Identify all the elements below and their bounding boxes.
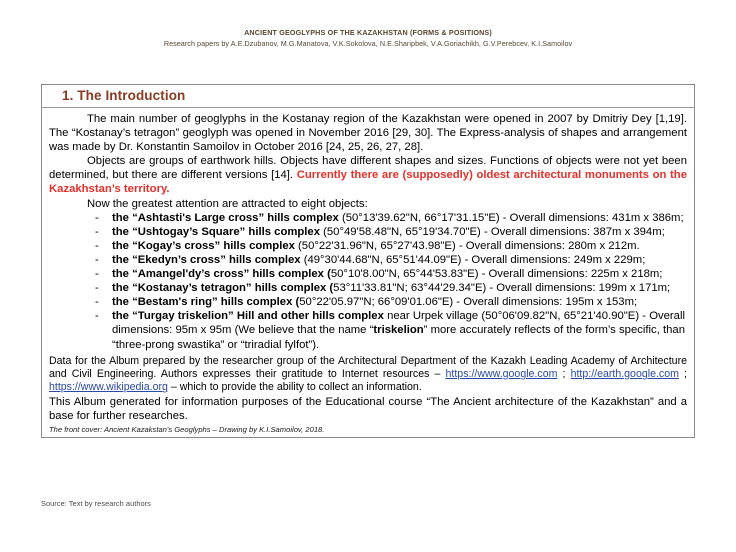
data-credits-paragraph — [49, 355, 687, 395]
list-item — [95, 239, 685, 253]
section-heading: 1. The Introduction — [42, 85, 694, 108]
footer-block — [42, 355, 694, 435]
list-dash: - — [95, 296, 99, 309]
list-dash: - — [95, 225, 99, 238]
paragraph-intro: The main number of geoglyphs in the Kostanay region of the Kazakhstan were opened in 2007 by Dmitriy Dey [1,19]. The “Kostanay’s tetragon” geoglyph was opened in November 2016 [29, 30]. The Express-analysis of shapes and arrangement was made by Dr. Konstantin Samoilov in October 2016 [24, 25, 26, 27, 28]. — [49, 113, 687, 154]
list-item — [95, 225, 685, 239]
red-emphasis-text: Currently there are (supposedly) oldest architectural monuments on the Kazakhstan’s territory. — [49, 169, 687, 196]
object-name: the “Ushtogay’s Square” hills complex — [112, 225, 320, 238]
object-name: the “Bestam's ring” hills complex ( — [112, 296, 300, 309]
list-item — [95, 309, 685, 351]
object-details: 50°22'05.97"N; 66°09'01.06"E) - Overall dimensions: 195m x 153m; — [299, 296, 638, 309]
object-details: (50°13'39.62"N, 66°17'31.15"E) - Overall dimensions: 431m x 386m; — [338, 211, 684, 224]
object-term-emphasis: triskelion — [373, 324, 424, 337]
object-details: 50°10'8.00"N, 65°44'53.83"E) - Overall dimensions: 225m x 218m; — [330, 268, 663, 281]
link-earth-google[interactable]: http://earth.google.com — [570, 368, 679, 380]
document-header — [0, 0, 736, 49]
link-google[interactable]: https://www.google.com — [445, 368, 558, 380]
authors-line: Research papers by A.E.Dzubanov, M.G.Manatova, V.K.Sokolova, N.E.Sharipbek, V.A.Goriachikh, G.V.Perebcev, K.I.Samoilov — [163, 39, 573, 48]
paragraph-objects-plain: Objects are groups of earthwork hills. Objects have different shapes and sizes. Functions of objects were not yet been determined, but there are different versions [14]. — [49, 155, 687, 182]
object-name: the “Ashtasti's Large cross” hills complex — [112, 211, 339, 224]
object-details: 53°11'33.81"N; 63°44'29.34"E) - Overall dimensions: 199m x 171m; — [333, 282, 671, 295]
album-purpose-paragraph: This Album generated for information purposes of the Educational course “The Ancient architecture of the Kazakhstan” and a base for further researches. — [49, 395, 687, 423]
link-wikipedia[interactable]: https://www.wikipedia.org — [49, 381, 168, 394]
front-cover-note: The front cover: Ancient Kazakstan's Geoglyphs – Drawing by K.I.Samoilov, 2018. — [49, 424, 325, 434]
data-credits-text-end: – which to provide the ability to collect an information. — [167, 381, 422, 394]
objects-list — [49, 211, 687, 352]
source-attribution: Source: Text by research authors — [41, 499, 151, 508]
paragraph-attention: Now the greatest attention are attracted to eight objects: — [87, 197, 368, 210]
body-area — [42, 108, 694, 355]
list-item — [95, 211, 685, 225]
object-name: the “Ekedyn’s cross” hills complex — [112, 253, 301, 266]
object-details: (50°49'58.48"N, 65°19'34.70"E) - Overall dimensions: 387m x 394m; — [320, 225, 665, 238]
object-details: (49°30'44.68"N, 65°51'44.09"E) - Overall dimensions: 249m x 229m; — [300, 253, 646, 266]
list-item — [95, 253, 685, 267]
paragraph-objects-definition — [49, 154, 687, 196]
object-details-continued: ” more accurately reflects of the form’s specific, than “three-prong swastika” or “triradial fylfot”). — [112, 324, 685, 351]
list-item — [95, 267, 685, 281]
data-credits-text: Data for the Album prepared by the researcher group of the Architectural Department of the Kazakh Leading Academy of Architecture and Civil Engineering. Authors expresses their gratitude to Internet resources – — [49, 354, 687, 380]
list-dash: - — [95, 239, 99, 252]
list-dash: - — [95, 268, 99, 281]
list-dash: - — [95, 310, 99, 323]
object-name: the “Kogay’s cross” hills complex — [112, 239, 295, 252]
object-details: (50°22'31.96"N, 65°27'43.98"E) - Overall dimensions: 280m x 212m. — [294, 239, 640, 252]
link-separator-1: ; — [557, 368, 571, 380]
object-name: the “Kostanay’s tetragon” hills complex ( — [112, 282, 334, 295]
list-item — [95, 295, 685, 309]
page-title: ANCIENT GEOGLYPHS OF THE KAZAKHSTAN (FORMS & POSITIONS) — [244, 28, 492, 37]
list-dash: - — [95, 282, 99, 295]
object-name: the “Amangel'dy’s cross” hills complex ( — [112, 268, 331, 281]
object-name: the “Turgay triskelion” Hill and other hills complex — [112, 310, 384, 323]
object-details: near Urpek village (50°06'09.82"N, 65°21'40.90"E) - Overall dimensions: 95m x 95m (We believe that the name “ — [112, 310, 685, 337]
content-panel — [41, 84, 695, 438]
list-dash: - — [95, 253, 99, 266]
list-item — [95, 281, 685, 295]
list-dash: - — [95, 211, 99, 224]
link-separator-2: ; — [678, 368, 687, 380]
